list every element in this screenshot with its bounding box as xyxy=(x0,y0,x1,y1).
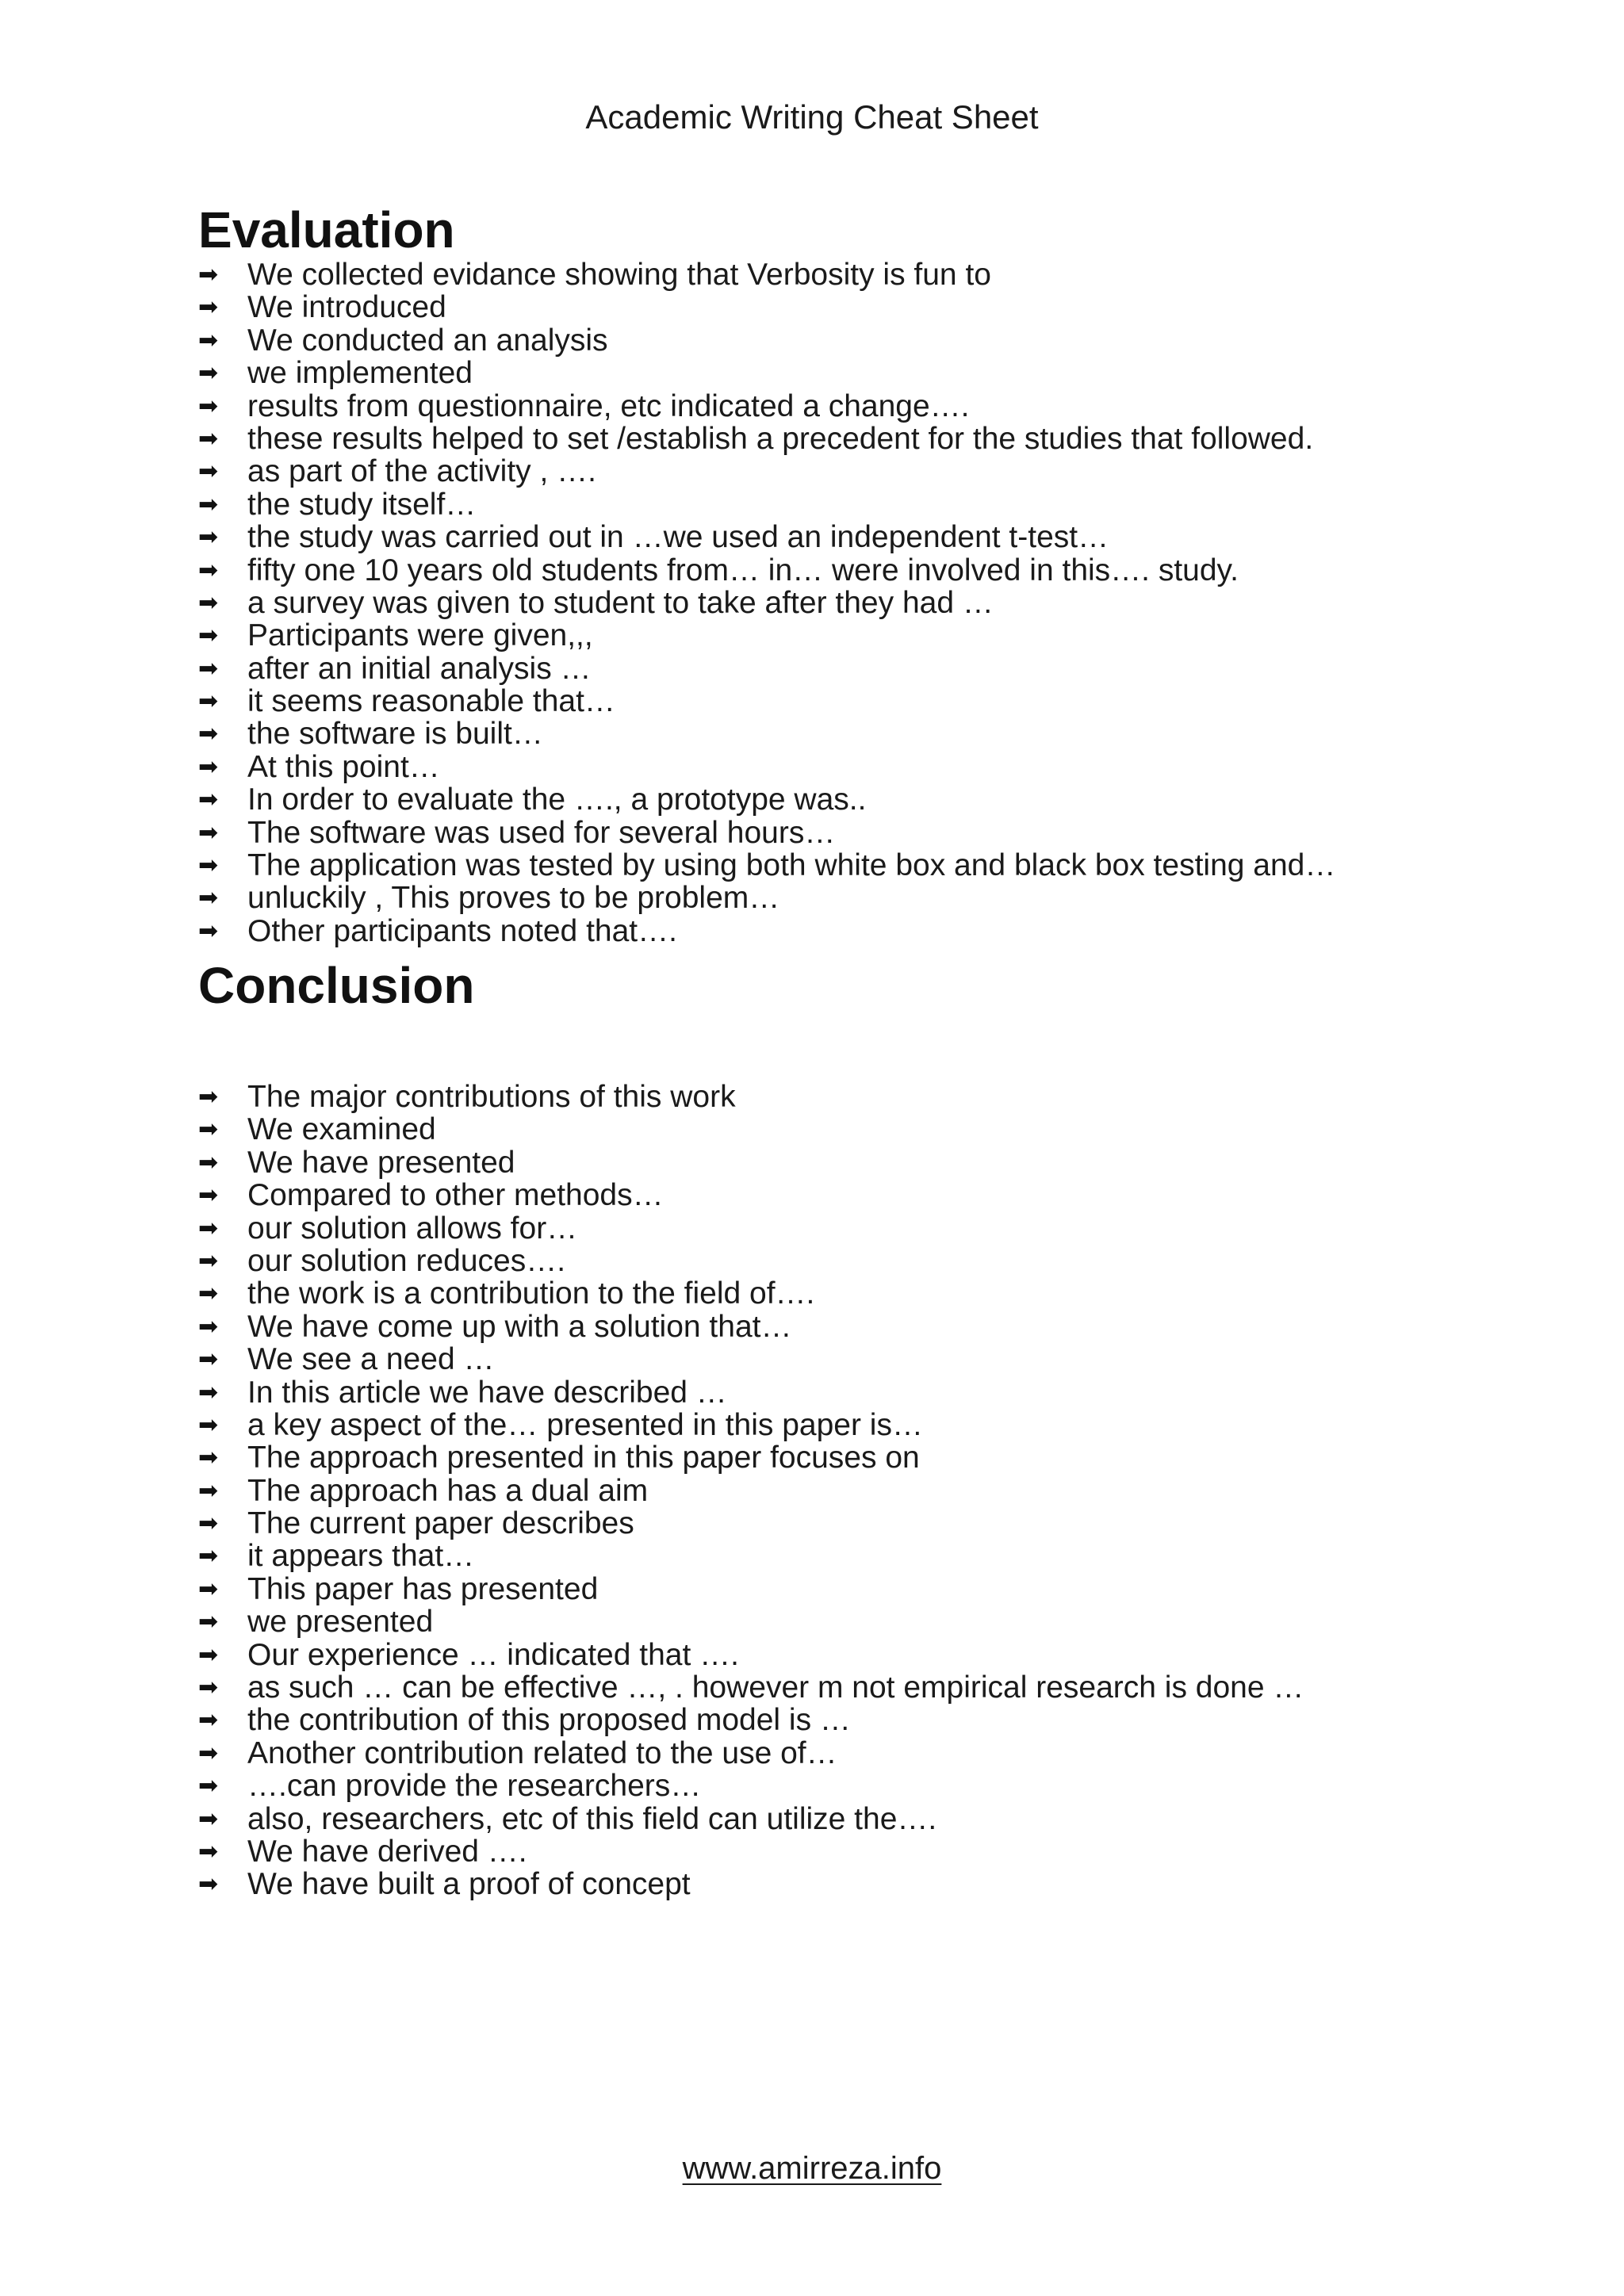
right-arrow-icon: ➡ xyxy=(198,1739,219,1767)
right-arrow-icon: ➡ xyxy=(198,1804,219,1833)
conclusion-list xyxy=(198,1081,1304,1901)
right-arrow-icon: ➡ xyxy=(198,1115,219,1144)
list-item-text: we presented xyxy=(247,1605,434,1640)
right-arrow-icon: ➡ xyxy=(198,1148,219,1177)
right-arrow-icon: ➡ xyxy=(198,1706,219,1735)
list-item xyxy=(198,1770,1304,1802)
list-item-text: it appears that… xyxy=(247,1539,475,1574)
right-arrow-icon: ➡ xyxy=(198,884,219,913)
right-arrow-icon: ➡ xyxy=(198,392,219,420)
list-item-text: the work is a contribution to the field of…. xyxy=(247,1276,815,1311)
list-item xyxy=(198,1343,1304,1376)
list-item-text: after an initial analysis … xyxy=(247,651,592,686)
right-arrow-icon: ➡ xyxy=(198,720,219,748)
list-item xyxy=(198,1212,1304,1245)
list-item-text: our solution allows for… xyxy=(247,1211,578,1246)
website-link[interactable]: www.amirreza.info xyxy=(682,2151,942,2186)
evaluation-heading: Evaluation xyxy=(198,201,455,258)
list-item-text: In order to evaluate the …., a prototype was.. xyxy=(247,783,867,817)
list-item xyxy=(198,915,1335,947)
right-arrow-icon: ➡ xyxy=(198,916,219,945)
list-item-text: results from questionnaire, etc indicated a change…. xyxy=(247,388,970,423)
right-arrow-icon: ➡ xyxy=(198,851,219,880)
list-item-text: The approach presented in this paper focuses on xyxy=(247,1441,920,1475)
list-item-text: Another contribution related to the use of… xyxy=(247,1735,837,1770)
list-item xyxy=(198,619,1335,652)
list-item-text: as part of the activity , …. xyxy=(247,454,597,489)
right-arrow-icon: ➡ xyxy=(198,1608,219,1636)
list-item xyxy=(198,1639,1304,1671)
right-arrow-icon: ➡ xyxy=(198,752,219,781)
right-arrow-icon: ➡ xyxy=(198,1772,219,1800)
list-item xyxy=(198,455,1335,488)
right-arrow-icon: ➡ xyxy=(198,786,219,814)
list-item xyxy=(198,488,1335,521)
right-arrow-icon: ➡ xyxy=(198,1542,219,1571)
right-arrow-icon: ➡ xyxy=(198,424,219,453)
right-arrow-icon: ➡ xyxy=(198,654,219,683)
list-item xyxy=(198,423,1335,455)
right-arrow-icon: ➡ xyxy=(198,1214,219,1242)
list-item-text: we implemented xyxy=(247,356,473,391)
list-item xyxy=(198,357,1335,389)
list-item-text: unluckily , This proves to be problem… xyxy=(247,881,780,916)
list-item xyxy=(198,718,1335,750)
list-item-text: We have built a proof of concept xyxy=(247,1867,691,1902)
list-item-text: these results helped to set /establish a precedent for the studies that followed. xyxy=(247,421,1314,456)
list-item xyxy=(198,1868,1304,1900)
list-item-text: fifty one 10 years old students from… in… were involved in this…. study. xyxy=(247,553,1239,587)
list-item xyxy=(198,1146,1304,1179)
list-item xyxy=(198,324,1335,357)
list-item-text: Participants were given,,, xyxy=(247,618,593,653)
list-item xyxy=(198,1835,1304,1868)
list-item-text: the study was carried out in …we used an independent t-test… xyxy=(247,520,1109,555)
list-item-text: We collected evidance showing that Verbosity is fun to xyxy=(247,258,991,292)
right-arrow-icon: ➡ xyxy=(198,1444,219,1472)
list-item xyxy=(198,1245,1304,1277)
list-item xyxy=(198,1277,1304,1310)
list-item xyxy=(198,882,1335,914)
list-item xyxy=(198,1737,1304,1770)
list-item-text: We examined xyxy=(247,1112,436,1147)
list-item-text: At this point… xyxy=(247,749,440,784)
evaluation-list xyxy=(198,258,1335,947)
list-item-text: In this article we have described … xyxy=(247,1375,727,1410)
list-item-text: a key aspect of the… presented in this paper is… xyxy=(247,1407,923,1442)
list-item xyxy=(198,1081,1304,1113)
list-item xyxy=(198,1605,1304,1638)
right-arrow-icon: ➡ xyxy=(198,1870,219,1899)
list-item xyxy=(198,1507,1304,1540)
list-item-text: This paper has presented xyxy=(247,1571,599,1606)
right-arrow-icon: ➡ xyxy=(198,1280,219,1308)
right-arrow-icon: ➡ xyxy=(198,490,219,519)
right-arrow-icon: ➡ xyxy=(198,261,219,289)
right-arrow-icon: ➡ xyxy=(198,359,219,388)
list-item-text: Our experience … indicated that …. xyxy=(247,1637,739,1672)
right-arrow-icon: ➡ xyxy=(198,1837,219,1866)
list-item xyxy=(198,1311,1304,1343)
right-arrow-icon: ➡ xyxy=(198,687,219,716)
right-arrow-icon: ➡ xyxy=(198,1083,219,1111)
right-arrow-icon: ➡ xyxy=(198,1246,219,1275)
list-item xyxy=(198,390,1335,423)
list-item-text: the study itself… xyxy=(247,487,477,522)
right-arrow-icon: ➡ xyxy=(198,1410,219,1439)
right-arrow-icon: ➡ xyxy=(198,1476,219,1505)
list-item-text: ….can provide the researchers… xyxy=(247,1769,702,1804)
right-arrow-icon: ➡ xyxy=(198,457,219,486)
list-item xyxy=(198,554,1335,587)
right-arrow-icon: ➡ xyxy=(198,523,219,552)
list-item-text: it seems reasonable that… xyxy=(247,684,615,719)
list-item-text: The application was tested by using both white box and black box testing and… xyxy=(247,848,1336,883)
list-item xyxy=(198,521,1335,553)
list-item xyxy=(198,587,1335,619)
right-arrow-icon: ➡ xyxy=(198,1575,219,1603)
list-item xyxy=(198,817,1335,849)
list-item xyxy=(198,849,1335,882)
list-item xyxy=(198,1376,1304,1409)
list-item xyxy=(198,1704,1304,1736)
list-item-text: The software was used for several hours… xyxy=(247,815,836,850)
list-item xyxy=(198,1409,1304,1441)
right-arrow-icon: ➡ xyxy=(198,818,219,847)
list-item-text: The current paper describes xyxy=(247,1506,634,1541)
list-item xyxy=(198,685,1335,718)
right-arrow-icon: ➡ xyxy=(198,293,219,322)
list-item-text: We introduced xyxy=(247,290,446,325)
conclusion-heading: Conclusion xyxy=(198,957,475,1014)
list-item xyxy=(198,1671,1304,1704)
right-arrow-icon: ➡ xyxy=(198,622,219,650)
right-arrow-icon: ➡ xyxy=(198,1345,219,1374)
list-item-text: We conducted an analysis xyxy=(247,323,608,358)
list-item xyxy=(198,1113,1304,1146)
list-item xyxy=(198,783,1335,816)
list-item-text: We have presented xyxy=(247,1145,515,1180)
list-item xyxy=(198,1573,1304,1605)
list-item-text: We have derived …. xyxy=(247,1834,527,1869)
list-item-text: The approach has a dual aim xyxy=(247,1473,649,1508)
footer xyxy=(0,2147,1624,2190)
list-item-text: Compared to other methods… xyxy=(247,1178,664,1213)
right-arrow-icon: ➡ xyxy=(198,556,219,584)
list-item-text: We see a need … xyxy=(247,1342,495,1377)
right-arrow-icon: ➡ xyxy=(198,1181,219,1210)
right-arrow-icon: ➡ xyxy=(198,326,219,354)
list-item-text: a survey was given to student to take after they had … xyxy=(247,585,994,620)
list-item-text: also, researchers, etc of this field can utilize the…. xyxy=(247,1801,937,1836)
list-item-text: the contribution of this proposed model is … xyxy=(247,1703,851,1738)
list-item-text: We have come up with a solution that… xyxy=(247,1309,792,1344)
list-item xyxy=(198,1441,1304,1474)
list-item xyxy=(198,652,1335,685)
list-item xyxy=(198,1540,1304,1572)
right-arrow-icon: ➡ xyxy=(198,1640,219,1669)
list-item xyxy=(198,1475,1304,1507)
right-arrow-icon: ➡ xyxy=(198,1312,219,1341)
list-item-text: Other participants noted that…. xyxy=(247,913,677,948)
list-item-text: as such … can be effective …, . however m not empirical research is done … xyxy=(247,1670,1304,1705)
list-item-text: the software is built… xyxy=(247,717,543,752)
list-item xyxy=(198,1179,1304,1211)
list-item-text: our solution reduces…. xyxy=(247,1243,566,1278)
list-item-text: The major contributions of this work xyxy=(247,1080,736,1114)
list-item xyxy=(198,1803,1304,1835)
right-arrow-icon: ➡ xyxy=(198,588,219,617)
list-item xyxy=(198,291,1335,323)
list-item xyxy=(198,751,1335,783)
right-arrow-icon: ➡ xyxy=(198,1378,219,1406)
right-arrow-icon: ➡ xyxy=(198,1510,219,1538)
page-title: Academic Writing Cheat Sheet xyxy=(585,98,1039,136)
list-item xyxy=(198,258,1335,291)
right-arrow-icon: ➡ xyxy=(198,1674,219,1702)
